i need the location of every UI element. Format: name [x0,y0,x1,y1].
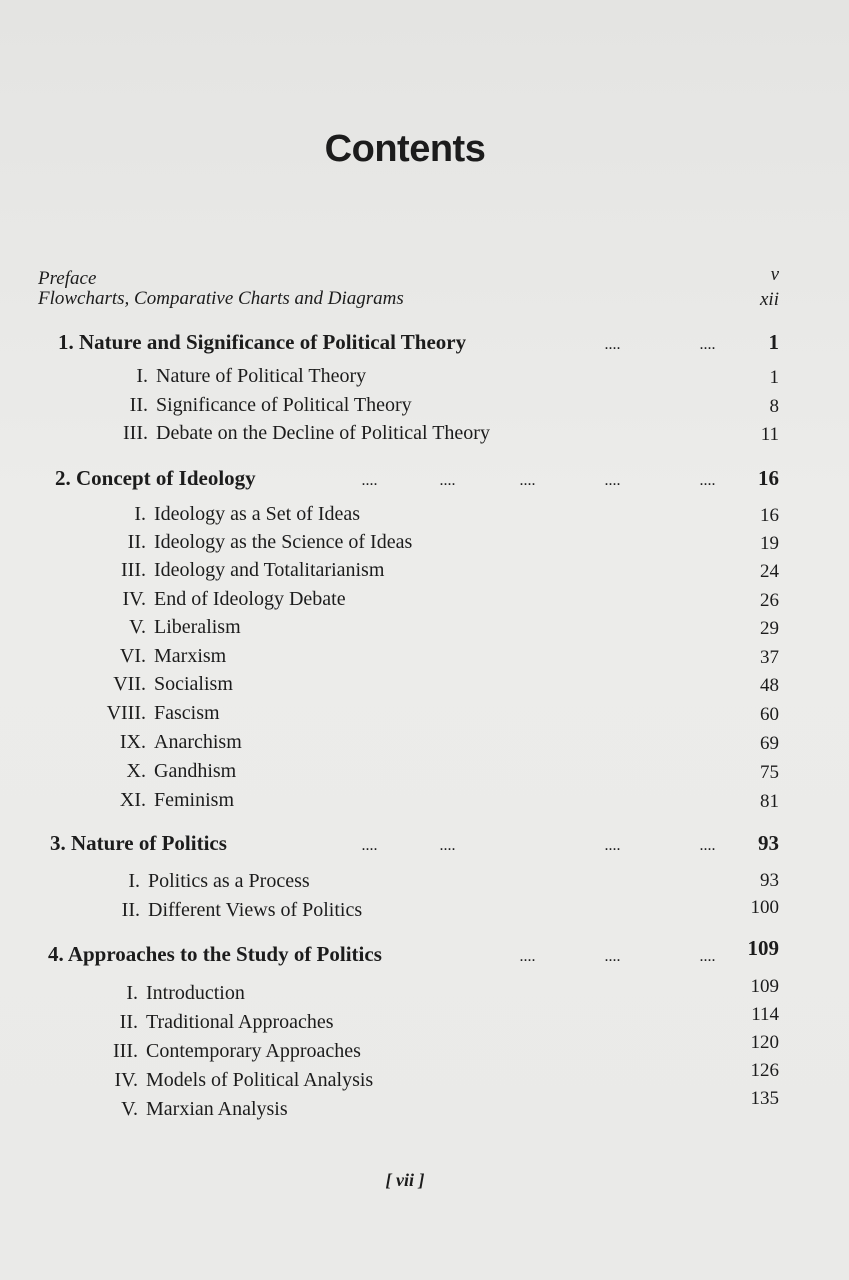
section-number: II. [121,899,140,921]
section-page: 100 [750,897,779,918]
section-title: Liberalism [154,616,241,638]
leader-dots: .... [440,474,456,488]
leader-dots: .... [700,474,716,488]
section-number: IV. [122,588,146,610]
section-number: VIII. [106,702,146,724]
section-title: End of Ideology Debate [154,588,346,610]
toc-entry [96,760,236,783]
page-title: Contents [324,128,486,170]
front-matter-label: Preface [38,268,97,289]
toc-entry [96,588,346,611]
section-page: 26 [760,590,779,611]
toc-entry [98,982,245,1005]
section-page: 120 [750,1032,779,1053]
section-number: IX. [119,731,146,753]
section-number: X. [126,760,146,782]
toc-entry [96,731,242,754]
section-title: Contemporary Approaches [146,1040,361,1062]
section-number: V. [121,1098,138,1120]
toc-entry [98,1040,361,1063]
section-title: Significance of Political Theory [156,394,412,416]
toc-entry [110,394,412,417]
section-page: 19 [760,533,779,554]
front-matter-page: xii [760,289,779,310]
chapter-title: 2. Concept of Ideology [55,466,256,490]
section-page: 114 [751,1004,779,1025]
section-title: Debate on the Decline of Political Theory [156,422,490,444]
section-number: I. [136,365,148,387]
toc-entry [96,645,226,668]
page-number-footer: [ vii ] [385,1170,425,1190]
toc-entry [100,899,362,922]
toc-entry [96,673,233,696]
section-title: Introduction [146,982,245,1004]
section-number: III. [123,422,148,444]
section-number: I. [126,982,138,1004]
chapter-title: 3. Nature of Politics [50,831,227,855]
leader-dots: .... [520,474,536,488]
section-title: Ideology and Totalitarianism [154,559,385,581]
section-page: 29 [760,618,779,639]
toc-entry [96,702,220,725]
toc-entry [96,616,241,639]
leader-dots: .... [700,950,716,964]
toc-entry [100,870,310,893]
leader-dots: .... [700,338,716,352]
toc-entry [98,1011,334,1034]
section-number: III. [121,559,146,581]
section-number: IV. [114,1069,138,1091]
section-page: 75 [760,762,779,783]
section-title: Marxism [154,645,227,667]
toc-entry [96,503,360,526]
leader-dots: .... [520,950,536,964]
front-matter-page: v [770,264,779,285]
leader-dots: .... [605,338,621,352]
leader-dots: .... [605,839,621,853]
section-title: Marxian Analysis [146,1098,288,1120]
section-number: II. [119,1011,138,1033]
section-number: VI. [119,645,146,667]
section-title: Politics as a Process [148,870,310,892]
leader-dots: .... [362,839,378,853]
toc-entry [110,422,490,445]
toc-entry [98,1069,373,1092]
section-title: Different Views of Politics [148,899,363,921]
section-title: Nature of Political Theory [156,365,367,387]
section-page: 24 [760,561,779,582]
section-number: II. [127,531,146,553]
section-title: Anarchism [154,731,242,753]
section-page: 8 [769,396,779,417]
section-page: 1 [769,367,779,388]
section-page: 37 [760,647,779,668]
section-page: 48 [760,675,779,696]
chapter-title: 1. Nature and Significance of Political Theory [58,330,467,354]
section-number: XI. [119,789,146,811]
toc-entry [96,531,412,554]
section-title: Models of Political Analysis [146,1069,374,1091]
chapter-title: 4. Approaches to the Study of Politics [48,942,382,966]
toc-entry [96,789,234,812]
section-page: 93 [760,870,779,891]
section-number: V. [129,616,146,638]
section-number: II. [129,394,148,416]
leader-dots: .... [700,839,716,853]
toc-entry [96,559,384,582]
section-number: I. [134,503,146,525]
section-title: Socialism [154,673,233,695]
section-page: 11 [760,424,779,445]
front-matter-label: Flowcharts, Comparative Charts and Diagrams [38,288,404,309]
section-page: 60 [760,704,779,725]
section-page: 126 [750,1060,779,1081]
leader-dots: .... [440,839,456,853]
section-title: Feminism [154,789,235,811]
section-number: VII. [113,673,146,695]
chapter-page: 1 [768,330,779,354]
section-title: Traditional Approaches [146,1011,334,1033]
section-number: I. [128,870,140,892]
section-title: Ideology as the Science of Ideas [154,531,413,553]
toc-entry [98,1098,288,1121]
section-page: 135 [750,1088,779,1109]
section-page: 69 [760,733,779,754]
section-number: III. [113,1040,138,1062]
section-page: 16 [760,505,779,526]
section-title: Ideology as a Set of Ideas [154,503,361,525]
leader-dots: .... [605,950,621,964]
section-title: Fascism [154,702,220,724]
chapter-page: 93 [758,831,779,855]
chapter-page: 109 [747,936,779,960]
section-page: 81 [760,791,779,812]
chapter-page: 16 [758,466,779,490]
toc-entry [110,365,366,388]
section-title: Gandhism [154,760,237,782]
leader-dots: .... [362,474,378,488]
leader-dots: .... [605,474,621,488]
section-page: 109 [750,976,779,997]
